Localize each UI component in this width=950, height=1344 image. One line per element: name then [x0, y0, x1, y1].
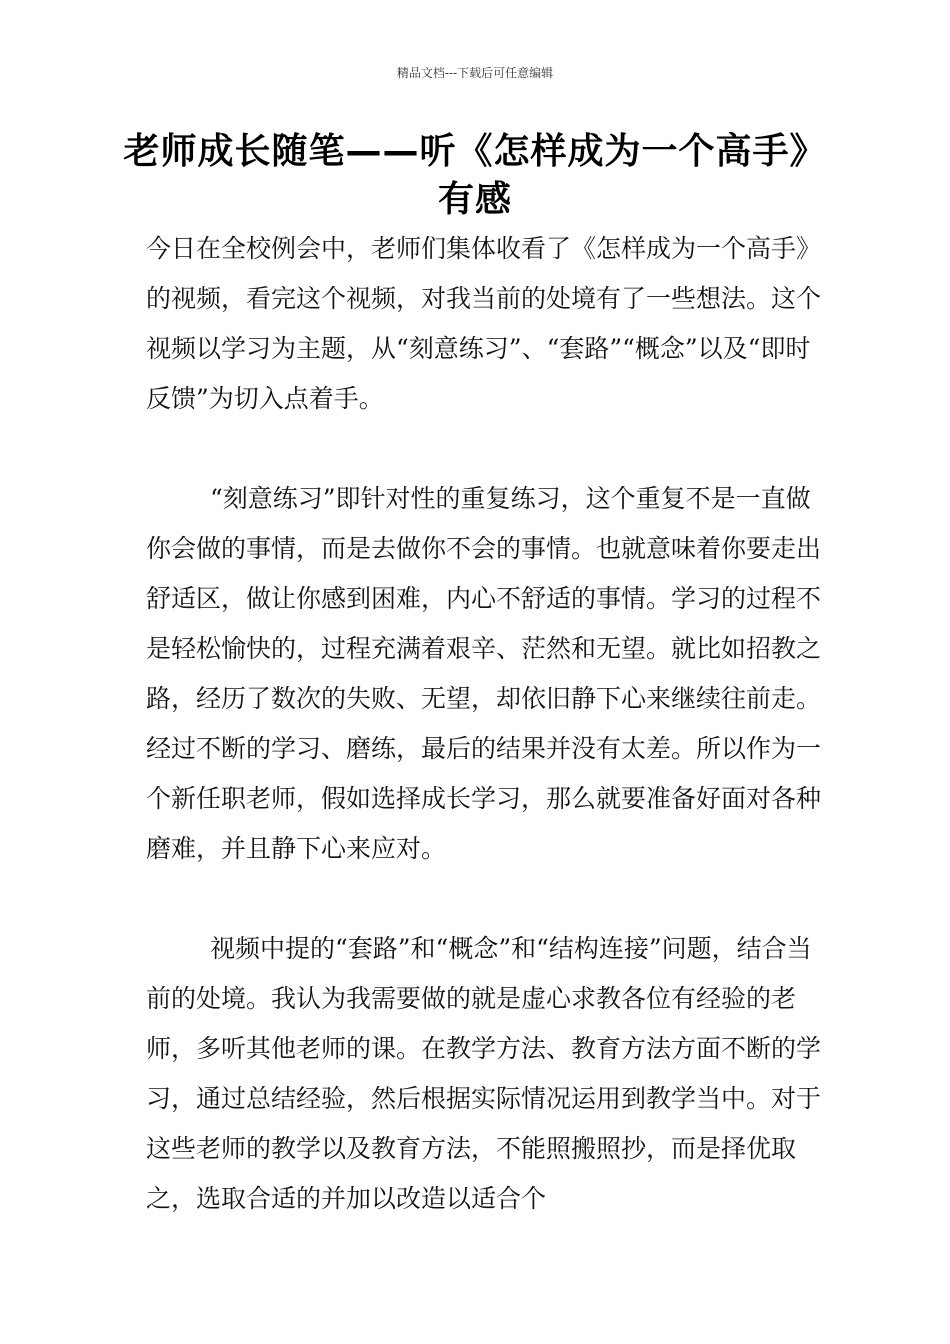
paragraph-gap [146, 424, 826, 474]
paragraph-routines-concepts: 视频中提的“套路”和“概念”和“结构连接”问题，结合当前的处境。我认为我需要做的就是虚心求教各位有经验的老师，多听其他老师的课。在教学方法、教育方法方面不断的学习，通过总结经验，然后根据实际情况运用到教学当中。对于这些老师的教学以及教育方法，不能照搬照抄，而是择优取之，选取合适的并加以改造以适合个 [146, 934, 822, 1213]
paragraph-deliberate-practice: “刻意练习”即针对性的重复练习，这个重复不是一直做你会做的事情，而是去做你不会的事情。也就意味着你要走出舒适区，做让你感到困难，内心不舒适的事情。学习的过程不是轻松愉快的，过程充满着艰辛、茫然和无望。就比如招教之路，经历了数次的失败、无望，却依旧静下心来继续往前走。经过不断的学习、磨练，最后的结果并没有太差。所以作为一个新任职老师，假如选择成长学习，那么就要准备好面对各种磨难，并且静下心来应对。 [146, 484, 822, 863]
document-body [146, 224, 826, 1224]
paragraph-gap [146, 874, 826, 924]
paragraph-intro: 今日在全校例会中，老师们集体收看了《怎样成为一个高手》的视频，看完这个视频，对我当前的处境有了一些想法。这个视频以学习为主题，从“刻意练习”、“套路”“概念”以及“即时反馈”为切入点着手。 [146, 234, 822, 413]
page-header: 精品文档---下载后可任意编辑 [396, 66, 554, 80]
document-title: 老师成长随笔——听《怎样成为一个高手》有感 [123, 131, 827, 220]
